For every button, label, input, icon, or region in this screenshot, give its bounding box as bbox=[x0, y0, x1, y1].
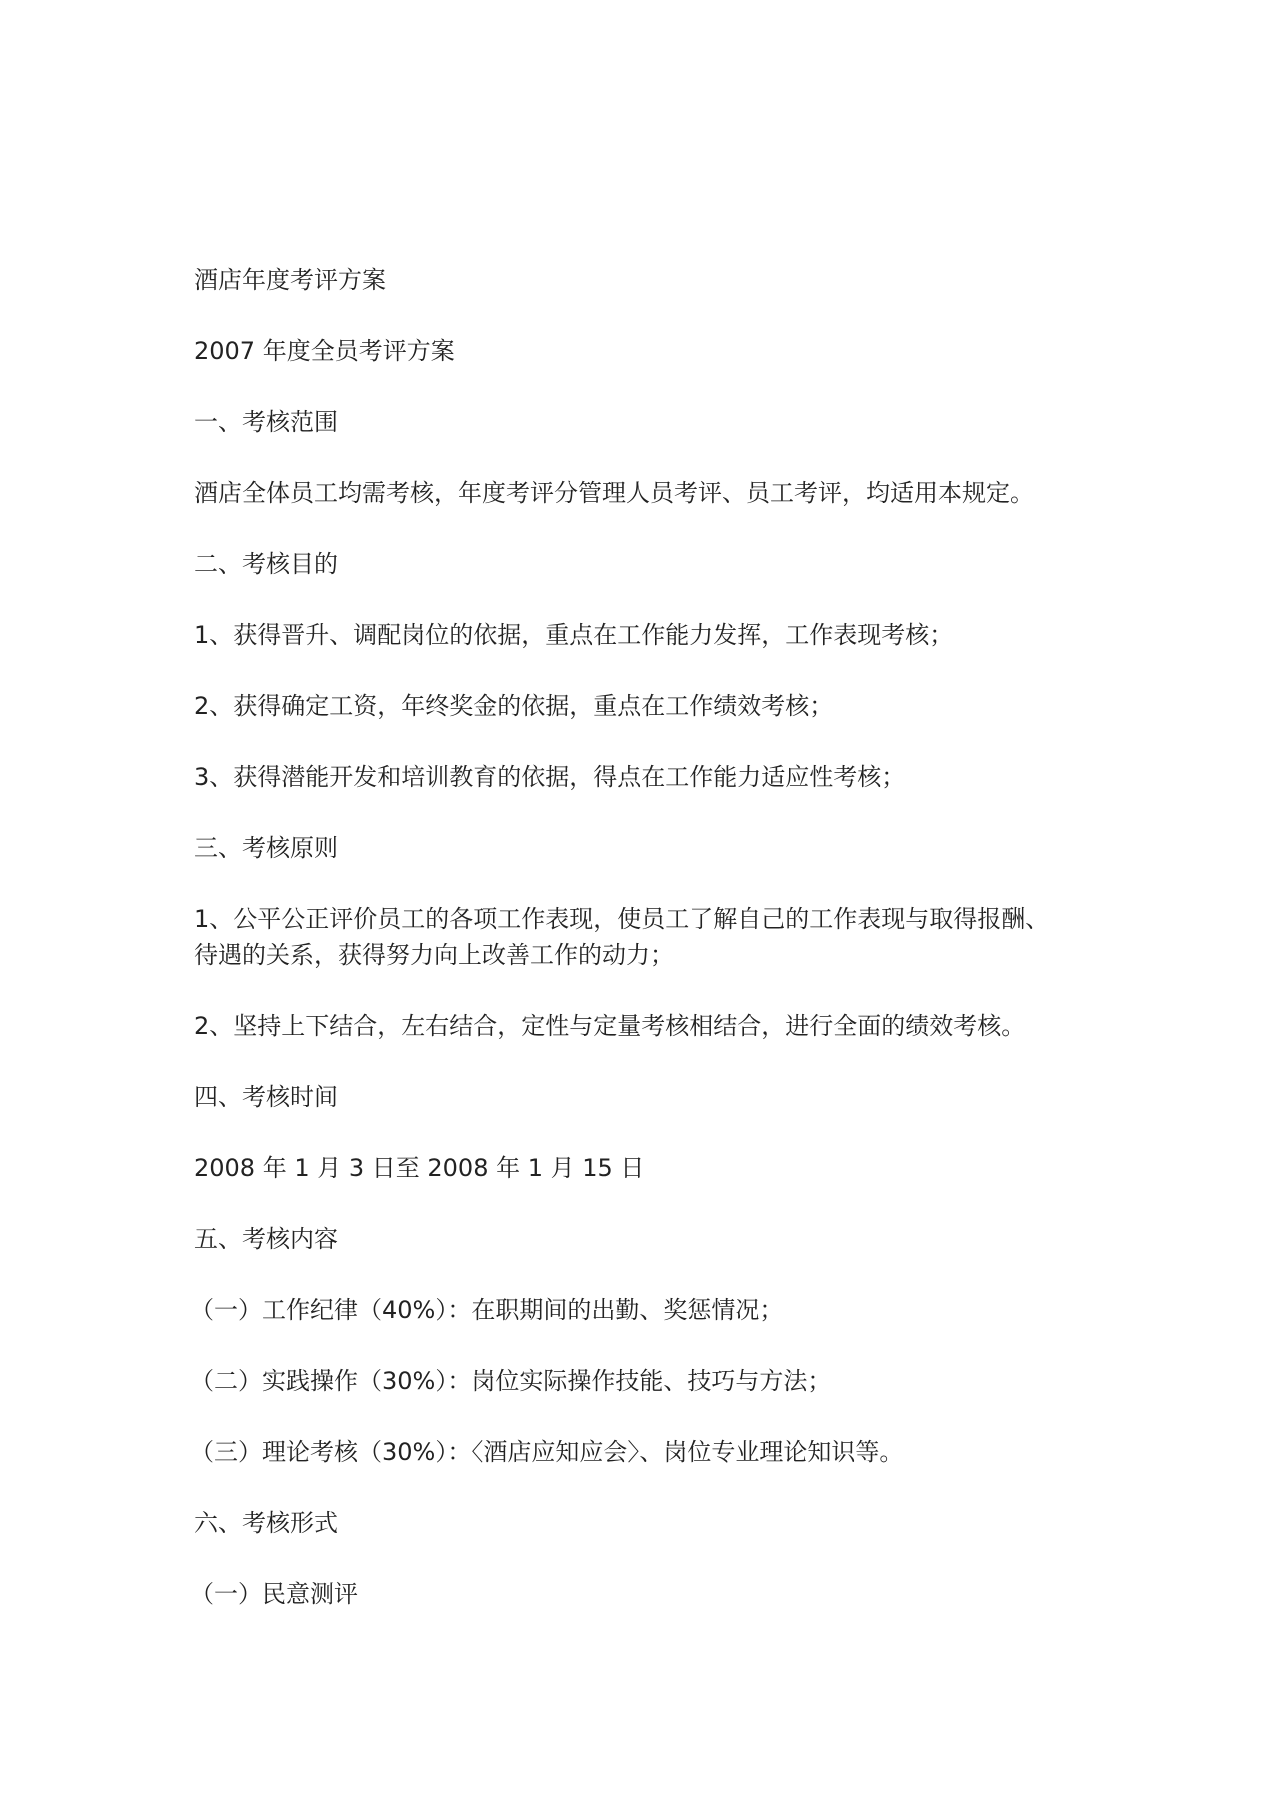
section-heading-form: 六、考核形式 bbox=[194, 1509, 338, 1537]
document-subtitle: 2007 年度全员考评方案 bbox=[194, 337, 455, 365]
principle-item-1-line-2: 待遇的关系，获得努力向上改善工作的动力； bbox=[194, 941, 674, 969]
principle-item-2: 2、坚持上下结合，左右结合，定性与定量考核相结合，进行全面的绩效考核。 bbox=[194, 1012, 1026, 1040]
section-heading-scope: 一、考核范围 bbox=[194, 408, 338, 436]
content-item-1: （一）工作纪律（40%）：在职期间的出勤、奖惩情况； bbox=[190, 1296, 784, 1324]
form-item-1: （一）民意测评 bbox=[190, 1580, 358, 1608]
purpose-item-2: 2、获得确定工资，年终奖金的依据，重点在工作绩效考核； bbox=[194, 692, 834, 720]
section-heading-time: 四、考核时间 bbox=[194, 1083, 338, 1111]
time-text: 2008 年 1 月 3 日至 2008 年 1 月 15 日 bbox=[194, 1154, 645, 1182]
document-title: 酒店年度考评方案 bbox=[194, 266, 386, 294]
principle-item-1-line-1: 1、公平公正评价员工的各项工作表现，使员工了解自己的工作表现与取得报酬、 bbox=[194, 905, 1050, 933]
scope-text: 酒店全体员工均需考核，年度考评分管理人员考评、员工考评，均适用本规定。 bbox=[194, 479, 1034, 507]
purpose-item-3: 3、获得潜能开发和培训教育的依据，得点在工作能力适应性考核； bbox=[194, 763, 906, 791]
content-item-3: （三）理论考核（30%）：〈酒店应知应会〉、岗位专业理论知识等。 bbox=[190, 1438, 904, 1466]
purpose-item-1: 1、获得晋升、调配岗位的依据，重点在工作能力发挥，工作表现考核； bbox=[194, 621, 954, 649]
section-heading-principles: 三、考核原则 bbox=[194, 834, 338, 862]
section-heading-content: 五、考核内容 bbox=[194, 1225, 338, 1253]
content-item-2: （二）实践操作（30%）：岗位实际操作技能、技巧与方法； bbox=[190, 1367, 832, 1395]
section-heading-purpose: 二、考核目的 bbox=[194, 550, 338, 578]
